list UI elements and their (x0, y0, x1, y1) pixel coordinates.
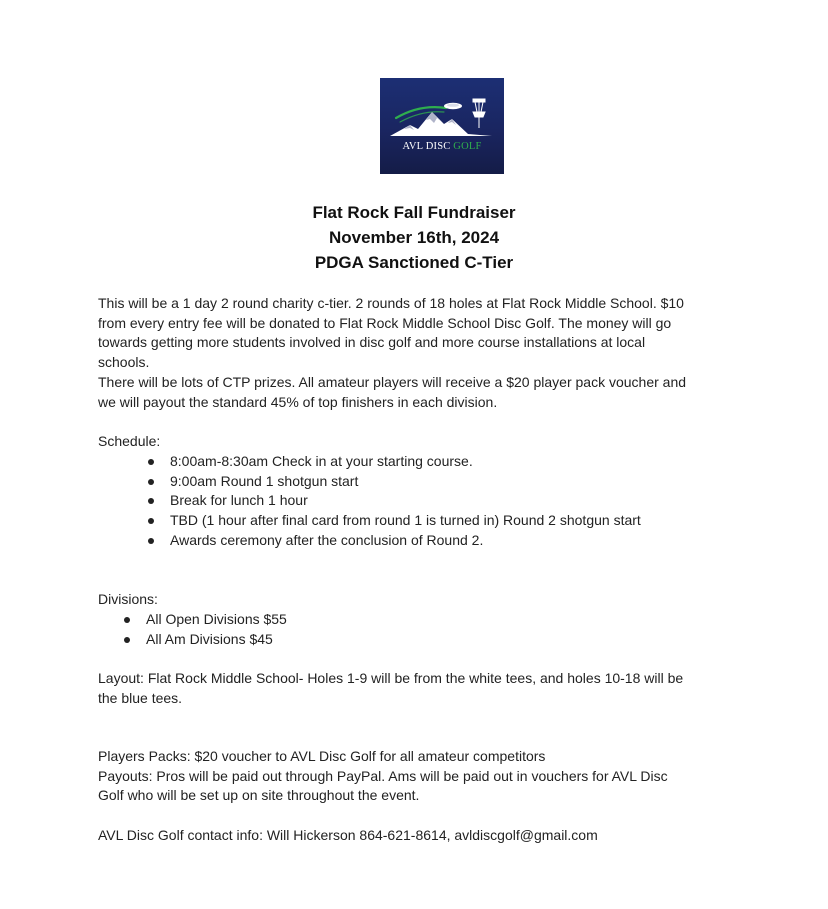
schedule-item: 8:00am-8:30am Check in at your starting course. (170, 452, 641, 472)
divisions-label: Divisions: (98, 591, 158, 607)
logo-text-avl-disc: AVL DISC (402, 141, 454, 152)
layout-line: Layout: Flat Rock Middle School- Holes 1-9 will be from the white tees, and holes 10-18 will be (98, 670, 684, 686)
schedule-item: Awards ceremony after the conclusion of Round 2. (170, 531, 641, 551)
intro-line: we will payout the standard 45% of top finishers in each division. (98, 393, 498, 410)
logo-wordmark (380, 141, 504, 152)
avl-disc-golf-logo (380, 78, 504, 174)
layout-paragraph (98, 669, 738, 708)
event-title: Flat Rock Fall Fundraiser (312, 203, 516, 222)
schedule-item: Break for lunch 1 hour (170, 491, 641, 511)
schedule-item: TBD (1 hour after final card from round 1 is turned in) Round 2 shotgun start (170, 511, 641, 531)
players-packs-line: Players Packs: $20 voucher to AVL Disc Golf for all amateur competitors (98, 748, 546, 764)
intro-line: There will be lots of CTP prizes. All amateur players will receive a $20 player pack voucher and (98, 373, 687, 390)
logo-text-golf: GOLF (453, 141, 482, 152)
divisions-list (146, 610, 287, 649)
intro-line: towards getting more students involved in disc golf and more course installations at local (98, 334, 646, 351)
intro-line: This will be a 1 day 2 round charity c-tier. 2 rounds of 18 holes at Flat Rock Middle School. $10 (98, 295, 684, 311)
intro-line: schools. (98, 354, 150, 371)
division-item: All Am Divisions $45 (146, 630, 287, 650)
layout-line: the blue tees. (98, 689, 183, 706)
payouts-line: Payouts: Pros will be paid out through PayPal. Ams will be paid out in vouchers for AVL Disc (98, 767, 668, 784)
schedule-label: Schedule: (98, 433, 161, 449)
intro-line: from every entry fee will be donated to Flat Rock Middle School Disc Golf. The money will go (98, 314, 672, 331)
packs-payouts-paragraph (98, 747, 738, 806)
payouts-line: Golf who will be set up on site throughout the event. (98, 787, 420, 804)
mountain-disc-basket-icon (380, 78, 504, 174)
intro-paragraph (98, 294, 738, 412)
schedule-list (170, 452, 641, 551)
schedule-item: 9:00am Round 1 shotgun start (170, 472, 641, 492)
event-date: November 16th, 2024 (328, 228, 500, 247)
division-item: All Open Divisions $55 (146, 610, 287, 630)
contact-info: AVL Disc Golf contact info: Will Hickerson 864-621-8614, avldiscgolf@gmail.com (98, 827, 598, 843)
event-header (0, 200, 828, 275)
event-tier: PDGA Sanctioned C-Tier (314, 253, 514, 272)
